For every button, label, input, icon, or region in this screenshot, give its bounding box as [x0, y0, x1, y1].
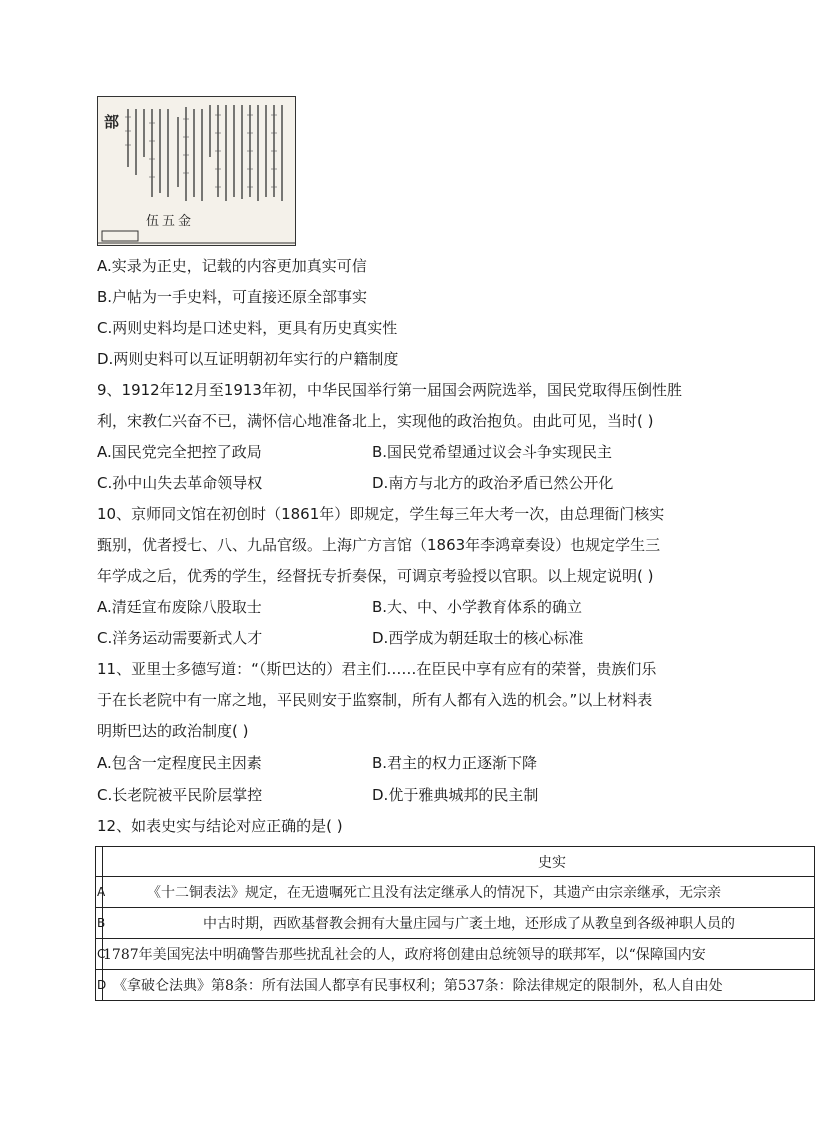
q11-option-d: D.优于雅典城邦的民主制: [372, 786, 539, 804]
household-register-image: [97, 96, 296, 246]
table-row: [96, 970, 815, 1001]
q11-stem-line2: 于在长老院中有一席之地，平民则安于监察制，所有人都有入选的机会。”以上材料表: [97, 691, 653, 709]
table-header-cell: 史实: [103, 847, 815, 877]
register-char-wu2: 五: [162, 214, 176, 229]
q9-option-c: C.孙中山失去革命领导权: [97, 474, 263, 492]
table-row-text: 《拿破仑法典》第8条：所有法国人都享有民事权利；第537条：除法律规定的限制外，私人自由处: [103, 970, 815, 1001]
table-row-label: D: [96, 970, 103, 1001]
q10-option-b: B.大、中、小学教育体系的确立: [372, 598, 583, 616]
facts-table: [95, 846, 815, 1001]
q10-option-d: D.西学成为朝廷取士的核心标准: [372, 629, 584, 647]
register-char-jin: 金: [178, 214, 192, 229]
q9-option-b: B.国民党希望通过议会斗争实现民主: [372, 443, 613, 461]
table-row-label: A: [96, 877, 103, 908]
register-char-bu: 部: [104, 113, 120, 131]
table-row-label: B: [96, 908, 103, 939]
q11-option-c: C.长老院被平民阶层掌控: [97, 786, 263, 804]
q11-stem-line3: 明斯巴达的政治制度( ): [97, 722, 249, 740]
table-row: [96, 877, 815, 908]
register-scan-graphic: [98, 97, 295, 245]
q11-option-b: B.君主的权力正逐渐下降: [372, 754, 538, 772]
q8-option-c: C.两则史料均是口述史料，更具有历史真实性: [97, 319, 398, 337]
q9-stem-line1: 9、1912年12月至1913年初，中华民国举行第一届国会两院选举，国民党取得压倒性胜: [97, 381, 682, 399]
q10-stem-line2: 甄别，优者授七、八、九品官级。上海广方言馆（1863年李鸿章奏设）也规定学生三: [97, 536, 661, 554]
q8-option-b: B.户帖为一手史料，可直接还原全部事实: [97, 288, 368, 306]
q10-option-c: C.洋务运动需要新式人才: [97, 629, 263, 647]
table-row-text: 1787年美国宪法中明确警告那些扰乱社会的人，政府将创建由总统领导的联邦军，以“保障国内安: [103, 939, 815, 970]
q12-stem: 12、如表史实与结论对应正确的是( ): [97, 817, 343, 835]
q10-option-a: A.清廷宣布废除八股取士: [97, 598, 262, 616]
table-header-label-cell: [96, 847, 103, 877]
q8-option-a: A.实录为正史，记载的内容更加真实可信: [97, 257, 367, 275]
q9-option-d: D.南方与北方的政治矛盾已然公开化: [372, 474, 614, 492]
table-row: [96, 908, 815, 939]
table-row-text: 中古时期，西欧基督教会拥有大量庄园与广袤土地，还形成了从教皇到各级神职人员的: [103, 908, 815, 939]
table-row-text: 《十二铜表法》规定，在无遗嘱死亡且没有法定继承人的情况下，其遗产由宗亲继承，无宗亲: [103, 877, 815, 908]
table-row-label: C: [96, 939, 103, 970]
q10-stem-line1: 10、京师同文馆在初创时（1861年）即规定，学生每三年大考一次，由总理衙门核实: [97, 505, 665, 523]
q8-option-d: D.两则史料可以互证明朝初年实行的户籍制度: [97, 350, 399, 368]
q9-stem-line2: 利，宋教仁兴奋不已，满怀信心地准备北上，实现他的政治抱负。由此可见，当时( ): [97, 412, 654, 430]
q10-stem-line3: 年学成之后，优秀的学生，经督抚专折奏保，可调京考验授以官职。以上规定说明( ): [97, 567, 654, 585]
table-header-row: [96, 847, 815, 877]
table-row: [96, 939, 815, 970]
q11-stem-line1: 11、亚里士多德写道：“（斯巴达的）君主们……在臣民中享有应有的荣誉，贵族们乐: [97, 660, 657, 678]
register-char-wu: 伍: [146, 214, 160, 229]
q9-option-a: A.国民党完全把控了政局: [97, 443, 262, 461]
q11-option-a: A.包含一定程度民主因素: [97, 754, 262, 772]
